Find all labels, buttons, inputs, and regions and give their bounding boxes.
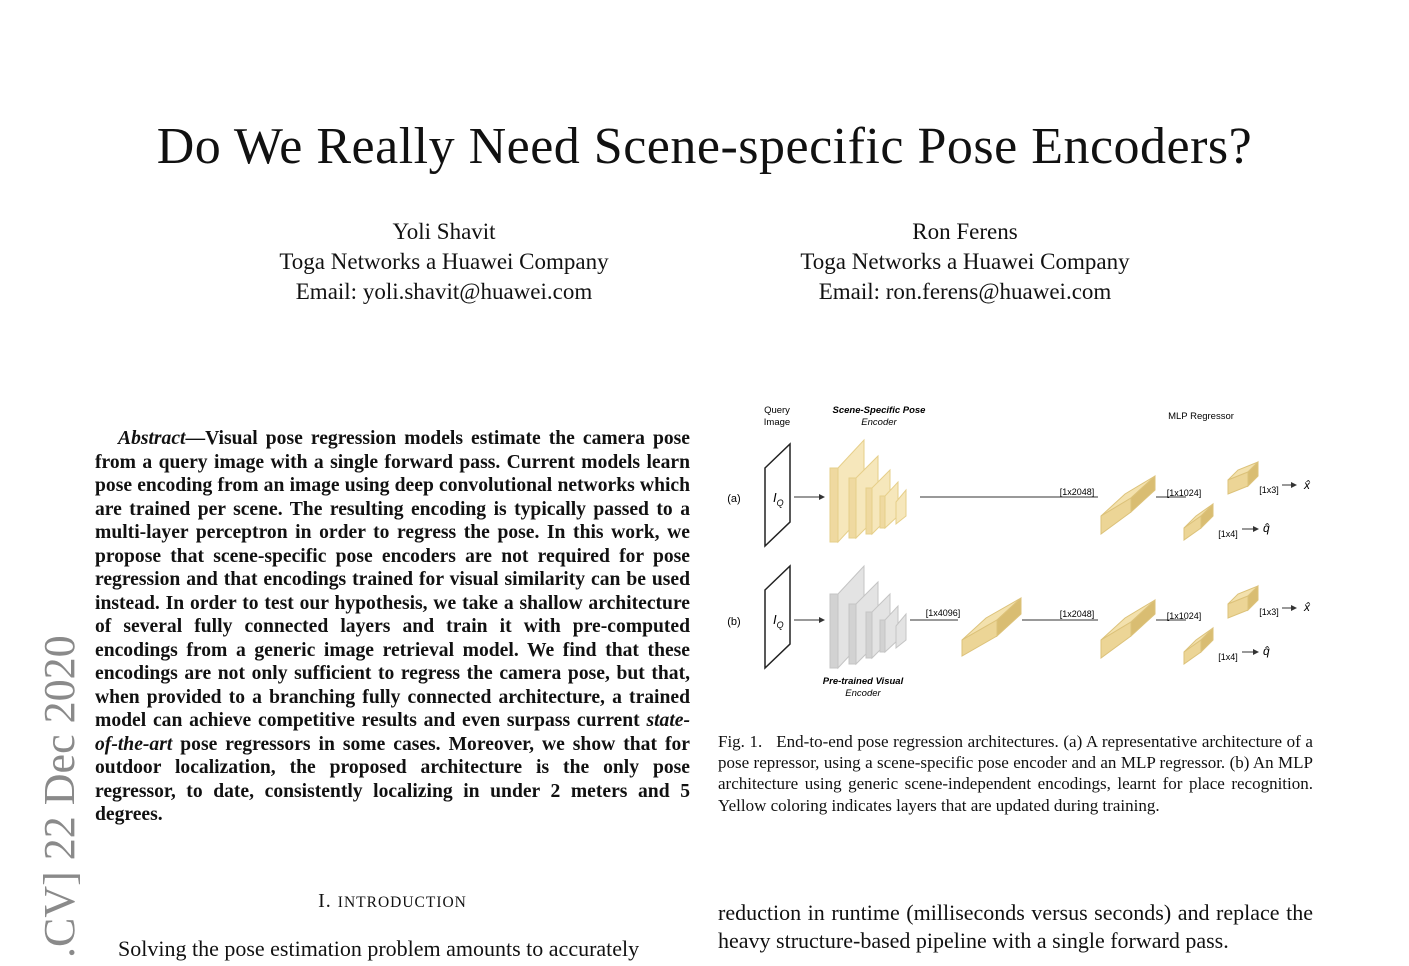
abstract-text-1: —Visual pose regression models estimate the camera pose from a query image with a single forward pass. Current models learn pose encoding from an image using deep convolutional networks which are trained per scene. The resulting encoding is typically passed to a multi-layer perceptron in order to regress the pose. In this work, we propose that scene-specific pose encoders are not required for pose regression and that encodings trained for visual similarity can be used instead. In order to test our hypothesis, we take a shallow architecture of several fully connected layers and train it with pre-computed encodings from a generic image retrieval model. We find that these encodings are not only sufficient to regress the camera pose, but that, when provided to a branching fully connected architecture, a trained model can achieve competitive results and even surpass current: [95, 428, 690, 731]
mlp-regressor-label: MLP Regressor: [1168, 411, 1234, 422]
fc-2048-b: [1101, 600, 1155, 658]
fc-2048-a: [1101, 476, 1155, 534]
dim-label: [1x4096]: [925, 608, 961, 618]
encoder-b-label: Encoder: [845, 688, 881, 699]
abstract-lead: Abstract: [118, 428, 186, 449]
author-affiliation: Toga Networks a Huawei Company: [800, 249, 1130, 274]
dim-label: [1x3]: [1259, 485, 1279, 495]
query-image-frame: [765, 444, 790, 546]
author-name: Yoli Shavit: [392, 219, 496, 244]
dim-label: [1x3]: [1259, 607, 1279, 617]
query-image-frame: [765, 566, 790, 668]
encoder-a-label: Scene-Specific Pose: [832, 405, 926, 416]
right-column-text: reduction in runtime (milliseconds versus seconds) and replace the heavy structure-based pipeline with a single forward pass.: [718, 900, 1313, 953]
row-a-label: (a): [727, 493, 741, 505]
dim-label: [1x1024]: [1166, 488, 1202, 498]
intro-text: Solving the pose estimation problem amounts to accurately: [118, 936, 640, 961]
encoder-a-label: Encoder: [861, 417, 897, 428]
architecture-diagram: [718, 398, 1313, 708]
q-hat-output: q̂: [1263, 521, 1270, 535]
fc-3-a: [1228, 462, 1258, 494]
dim-label: [1x4]: [1218, 652, 1238, 662]
caption-text: End-to-end pose regression architectures. (a) A representative architecture of a pose repressor, using a scene-specific pose encoder and an MLP regressor. (b) An MLP architecture using generic scene-independent encodings, learnt for place recognition. Yellow coloring indicates layers that are updated during training.: [718, 732, 1313, 815]
abstract-text-2: pose regressors in some cases. Moreover, we show that for outdoor localization, the proposed architecture is the only pose regressor, to date, consistently localizing in under 2 meters and 5 degrees.: [95, 733, 690, 825]
figure-caption: [718, 731, 1313, 816]
abstract-emphasis: state-of-the-art: [95, 710, 690, 755]
x-hat-output: x̂: [1304, 600, 1310, 614]
encoder-b-label: Pre-trained Visual: [822, 676, 904, 687]
dim-label: [1x4]: [1218, 529, 1238, 539]
dim-label: [1x1024]: [1166, 611, 1202, 621]
encoder-a-layers: [830, 440, 906, 542]
row-b-label: (b): [727, 616, 741, 628]
author-name: Ron Ferens: [912, 219, 1018, 244]
author-email: Email: yoli.shavit@huawei.com: [295, 279, 593, 304]
encoder-b-layers: [830, 566, 906, 668]
dim-label: [1x2048]: [1059, 609, 1095, 619]
intro-paragraph: [95, 934, 690, 964]
author-affiliation: Toga Networks a Huawei Company: [279, 249, 609, 274]
section-title: INTRODUCTION: [337, 894, 467, 911]
fc-1024-a: [1184, 504, 1213, 540]
x-hat-output: x̂: [1304, 478, 1310, 492]
figure-architecture: [718, 398, 1313, 708]
author-block-1: [204, 217, 684, 307]
q-hat-output: q̂: [1263, 644, 1270, 658]
abstract: [95, 427, 690, 827]
fc-1024-b: [1184, 628, 1213, 664]
section-number: I.: [318, 890, 332, 912]
fc-3-b: [1228, 586, 1258, 618]
query-image-label: Query: [764, 405, 790, 416]
author-block-2: [725, 217, 1205, 307]
query-image-label: Image: [763, 417, 791, 428]
author-email: Email: ron.ferens@huawei.com: [818, 279, 1112, 304]
arxiv-stamp: .CV] 22 Dec 2020: [35, 635, 84, 958]
section-heading: [95, 886, 690, 918]
dim-label: [1x2048]: [1059, 487, 1095, 497]
fc-4096-b: [962, 598, 1021, 656]
caption-label: Fig. 1.: [718, 732, 763, 751]
iq-symbol: $I_Q$: [773, 490, 784, 508]
iq-symbol: $I_Q$: [773, 612, 784, 630]
paper-title: Do We Really Need Scene-specific Pose Encoders?: [156, 118, 1253, 175]
